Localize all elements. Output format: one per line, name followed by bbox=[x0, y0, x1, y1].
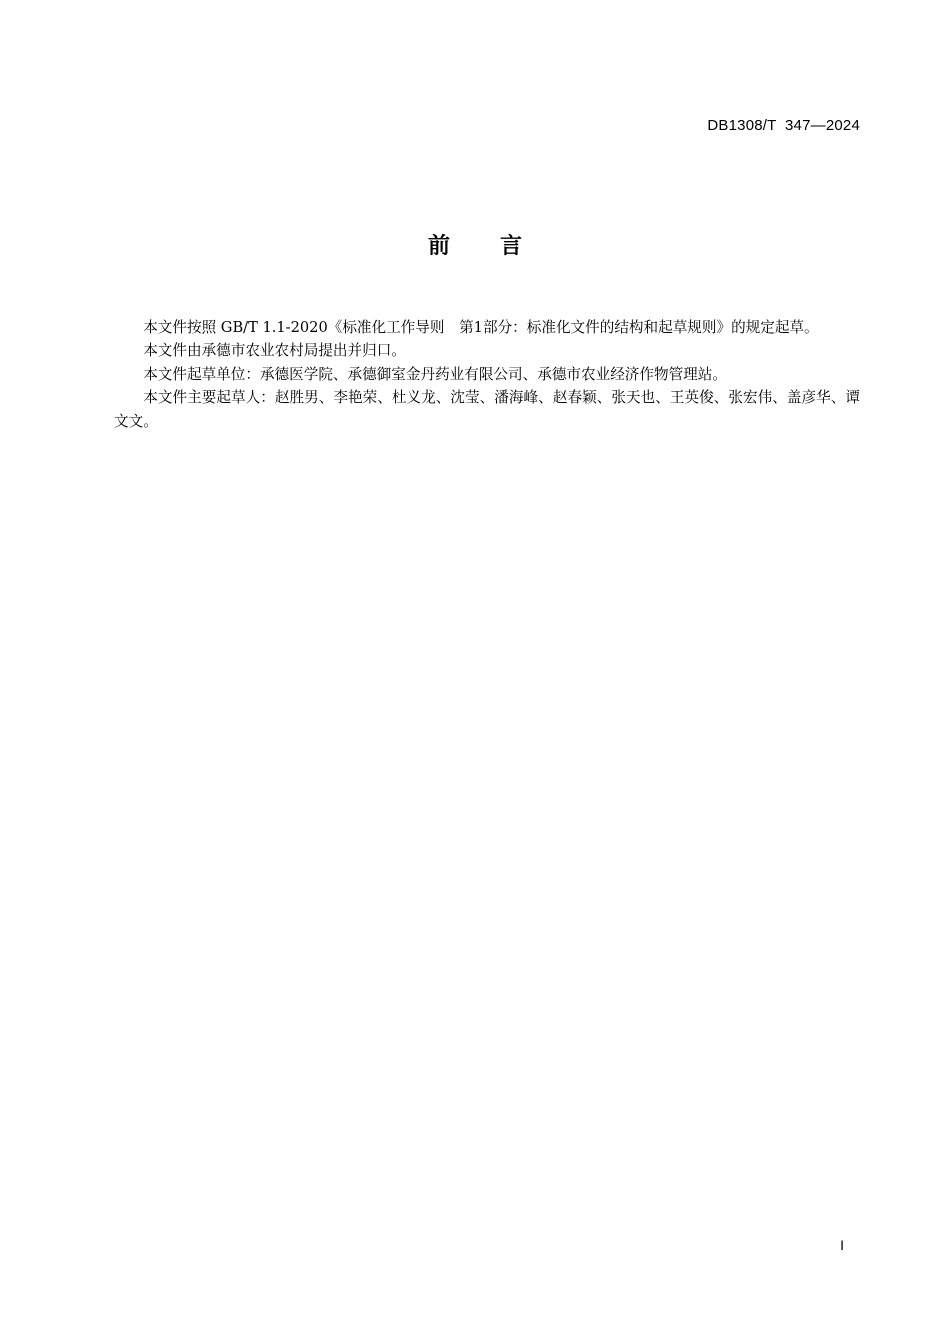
paragraph-drafting-basis: 本文件按照 GB/T 1.1-2020《标准化工作导则 第1部分：标准化文件的结构和起草规则》的规定起草。 bbox=[143, 319, 819, 336]
page-number: I bbox=[840, 1237, 844, 1253]
section-title: 前言 bbox=[427, 234, 572, 259]
document-code: DB1308/T 347—2024 bbox=[707, 117, 860, 134]
paragraph-drafters: 本文件主要起草人：赵胜男、李艳荣、杜义龙、沈莹、潘海峰、赵春颖、张天也、王英俊、张宏伟、盖彦华、谭文文。 bbox=[114, 389, 860, 430]
paragraph-drafting-units: 本文件起草单位：承德医学院、承德御室金丹药业有限公司、承德市农业经济作物管理站。 bbox=[143, 365, 727, 383]
foreword-body bbox=[114, 316, 860, 433]
paragraph-proposer: 本文件由承德市农业农村局提出并归口。 bbox=[143, 342, 406, 360]
